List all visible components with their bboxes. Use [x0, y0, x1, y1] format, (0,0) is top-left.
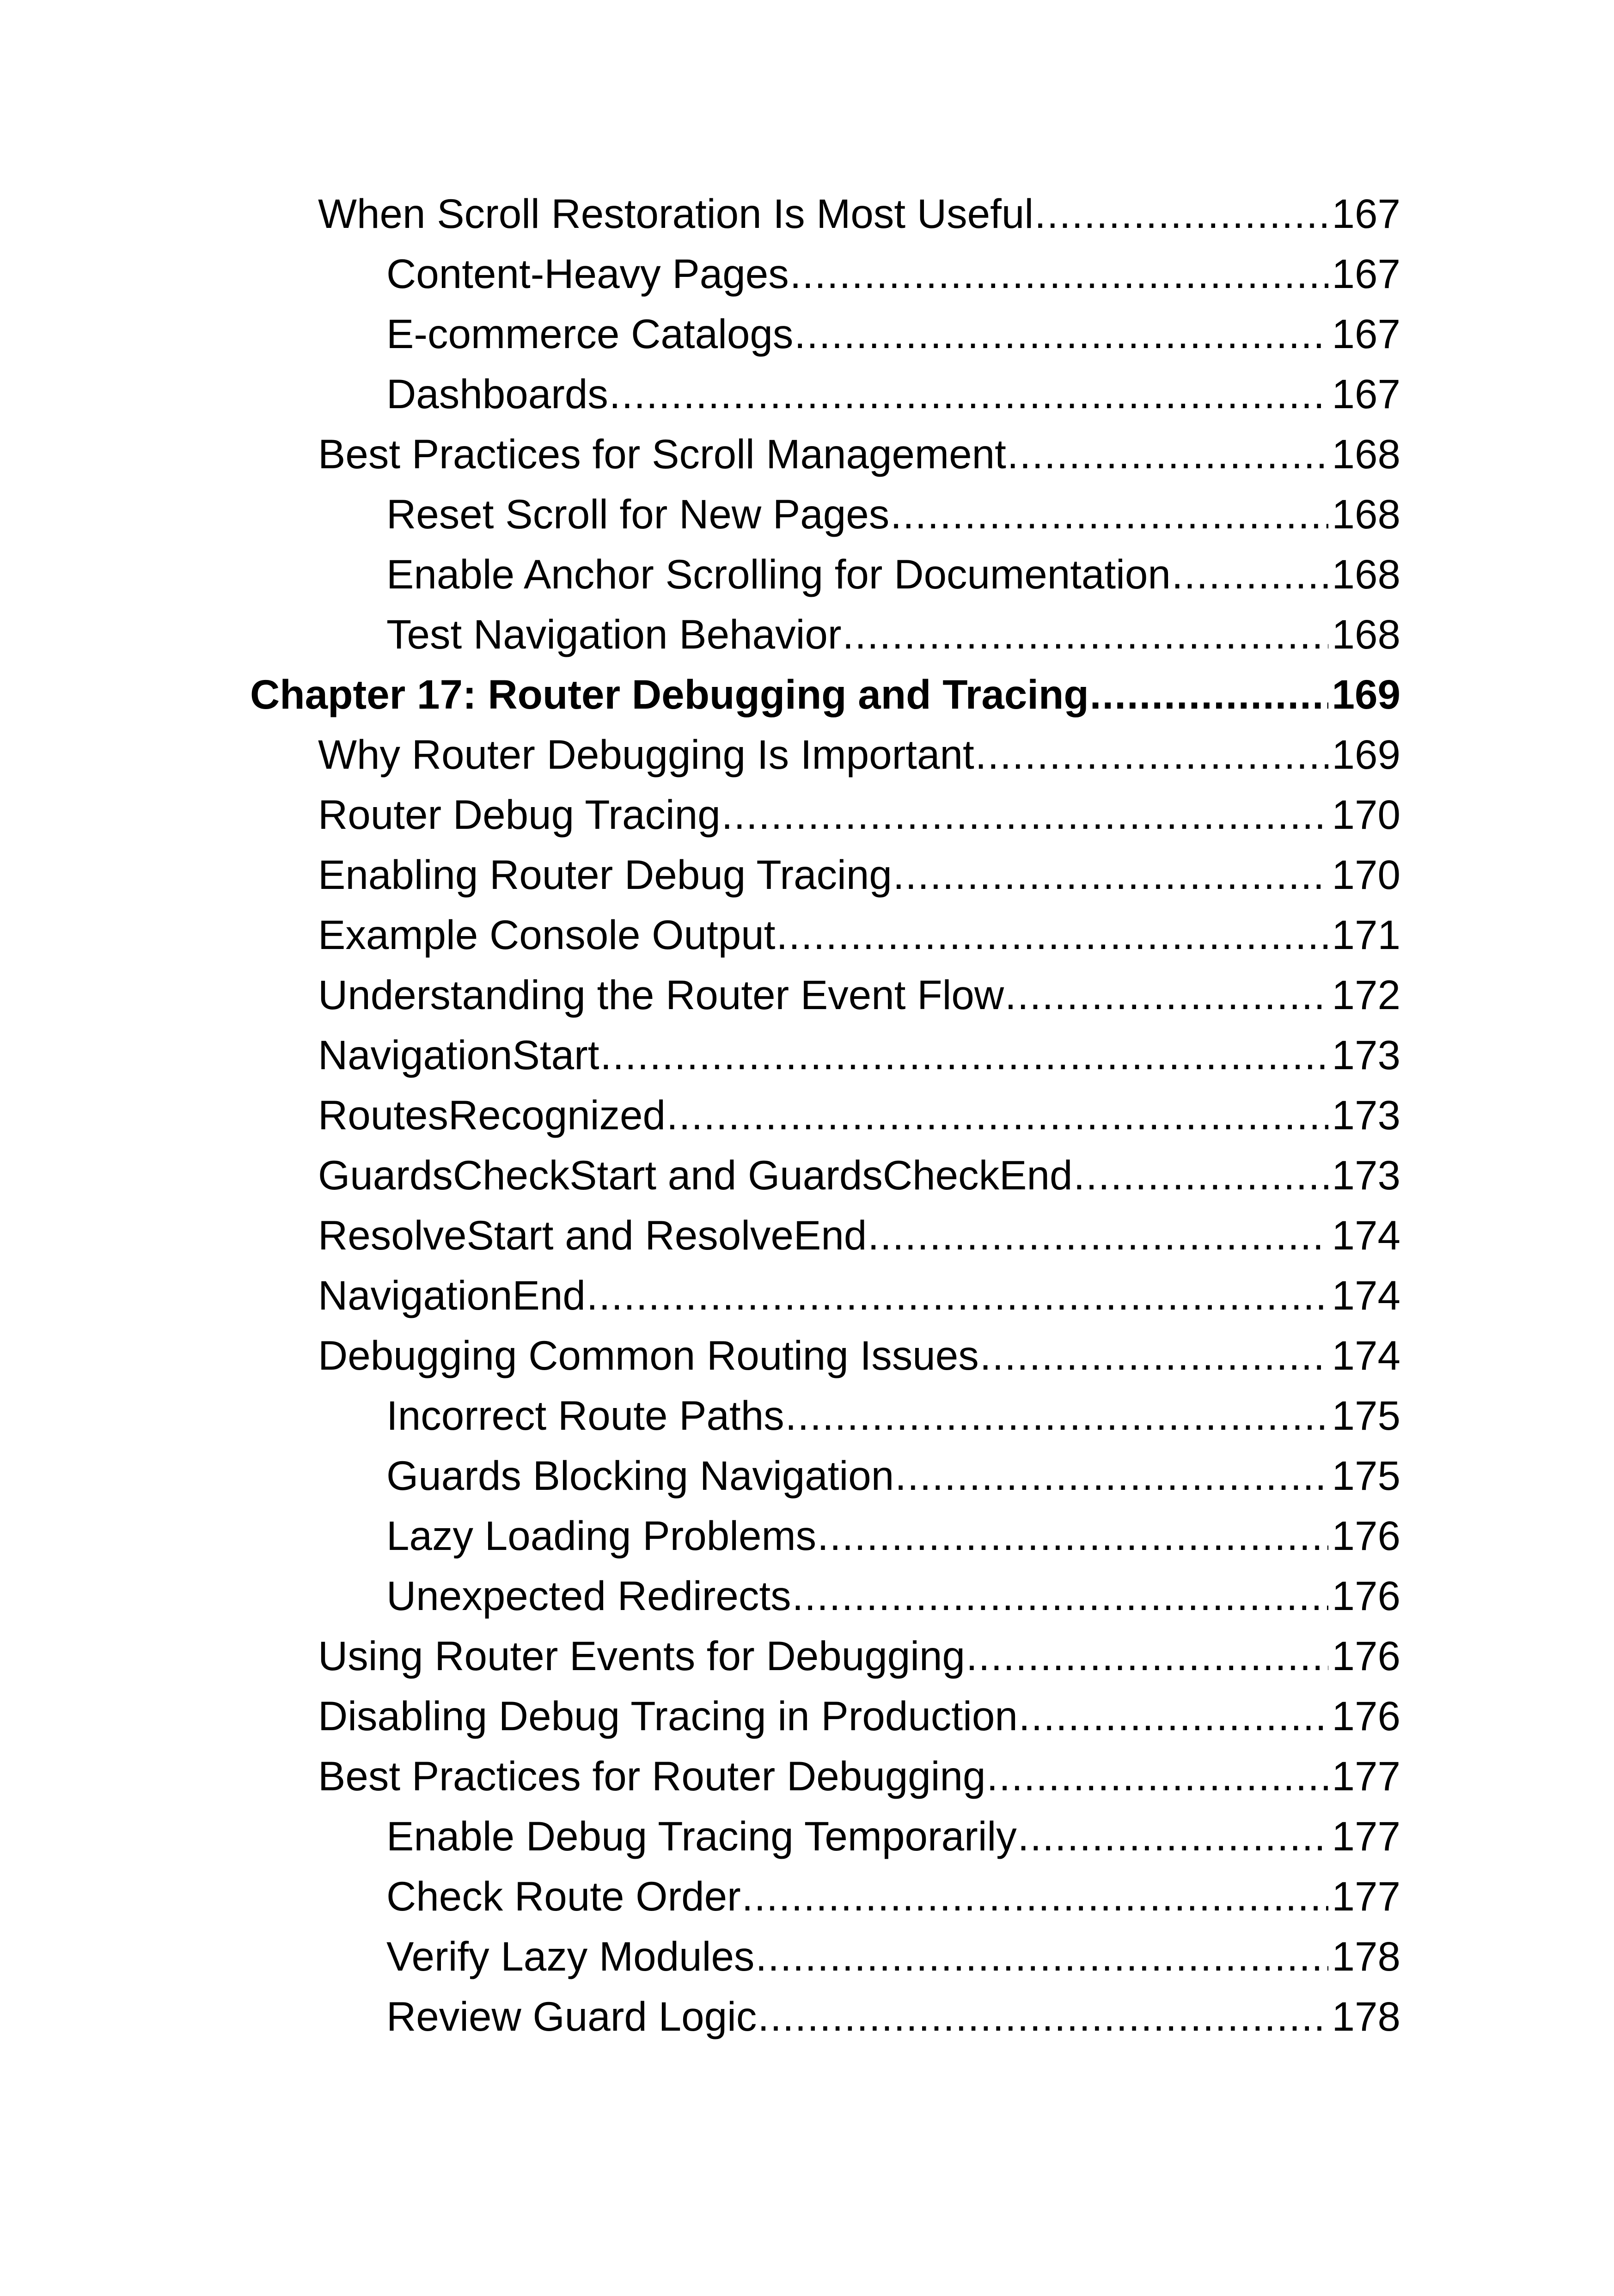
toc-entry-page: 177 [1332, 1753, 1400, 1799]
toc-entry-title: Example Console Output [318, 912, 776, 958]
toc-entry-page: 173 [1332, 1152, 1400, 1198]
dot-leader [790, 244, 1328, 304]
toc-entry[interactable] [318, 905, 1400, 965]
dot-leader [1090, 664, 1328, 724]
toc-entry-page: 176 [1332, 1633, 1400, 1679]
toc-entry-page: 168 [1332, 431, 1400, 477]
toc-entry[interactable] [318, 1325, 1400, 1385]
toc-entry[interactable] [386, 1445, 1400, 1506]
toc-entry-page: 174 [1332, 1212, 1400, 1258]
dot-leader [1018, 1806, 1328, 1866]
toc-entry[interactable] [318, 1686, 1400, 1746]
toc-entry-title: Reset Scroll for New Pages [386, 491, 890, 537]
toc-entry-page: 173 [1332, 1032, 1400, 1078]
toc-entry-page: 175 [1332, 1392, 1400, 1439]
dot-leader [587, 1265, 1328, 1325]
toc-entry[interactable] [386, 364, 1400, 424]
toc-entry-page: 174 [1332, 1332, 1400, 1378]
toc-entry[interactable] [386, 544, 1400, 604]
toc-entry[interactable] [318, 1746, 1400, 1806]
dot-leader [609, 364, 1328, 424]
toc-entry-title: RoutesRecognized [318, 1092, 666, 1138]
toc-entry-page: 168 [1332, 611, 1400, 657]
dot-leader [758, 1986, 1328, 2046]
toc-entry-page: 169 [1332, 671, 1400, 717]
toc-entry[interactable] [318, 424, 1400, 484]
toc-entry-page: 169 [1332, 731, 1400, 778]
toc-entry-page: 167 [1332, 251, 1400, 297]
toc-chapter-title: Chapter 17: Router Debugging and Tracing [250, 671, 1089, 717]
toc-entry-page: 177 [1332, 1813, 1400, 1859]
toc-entry-title: ResolveStart and ResolveEnd [318, 1212, 867, 1258]
toc-entry-page: 167 [1332, 311, 1400, 357]
toc-entry-title: Debugging Common Routing Issues [318, 1332, 979, 1378]
toc-entry[interactable] [386, 1986, 1400, 2046]
toc-entry-title: Review Guard Logic [386, 1993, 757, 2039]
toc-entry[interactable] [318, 845, 1400, 905]
dot-leader [1005, 965, 1328, 1025]
dot-leader [1019, 1686, 1328, 1746]
toc-entry[interactable] [318, 965, 1400, 1025]
toc-entry-page: 168 [1332, 491, 1400, 537]
dot-leader [842, 604, 1328, 664]
toc-entry[interactable] [318, 1265, 1400, 1325]
toc-entry-page: 167 [1332, 190, 1400, 237]
toc-entry[interactable] [318, 1626, 1400, 1686]
dot-leader [987, 1746, 1328, 1806]
toc-entry-title: Guards Blocking Navigation [386, 1452, 894, 1499]
toc-entry-title: Best Practices for Router Debugging [318, 1753, 986, 1799]
dot-leader [1074, 1145, 1328, 1205]
toc-entry-title: Understanding the Router Event Flow [318, 972, 1004, 1018]
toc-entry-page: 167 [1332, 371, 1400, 417]
toc-entry-title: Verify Lazy Modules [386, 1933, 755, 1979]
toc-entry[interactable] [386, 1506, 1400, 1566]
toc-entry-title: Lazy Loading Problems [386, 1512, 817, 1559]
toc-entry-page: 170 [1332, 851, 1400, 898]
dot-leader [966, 1626, 1328, 1686]
dot-leader [868, 1205, 1328, 1265]
toc-entry-page: 175 [1332, 1452, 1400, 1499]
toc-entry-title: Unexpected Redirects [386, 1573, 791, 1619]
toc-entry-title: Incorrect Route Paths [386, 1392, 784, 1439]
toc-entry-title: Using Router Events for Debugging [318, 1633, 966, 1679]
toc-entry-page: 178 [1332, 1993, 1400, 2039]
dot-leader [792, 1566, 1328, 1626]
dot-leader [794, 304, 1328, 364]
toc-entry-title: Why Router Debugging Is Important [318, 731, 974, 778]
toc-entry-title: NavigationStart [318, 1032, 599, 1078]
toc-entry[interactable] [386, 604, 1400, 664]
dot-leader [893, 845, 1328, 905]
toc-entry-page: 176 [1332, 1693, 1400, 1739]
toc-entry[interactable] [318, 1085, 1400, 1145]
dot-leader [776, 905, 1328, 965]
toc-entry-title: Enable Anchor Scrolling for Documentation [386, 551, 1171, 597]
dot-leader [755, 1926, 1328, 1986]
toc-entry-page: 168 [1332, 551, 1400, 597]
dot-leader [890, 484, 1328, 544]
toc-entry[interactable] [386, 1385, 1400, 1445]
toc-entry-title: E-commerce Catalogs [386, 311, 794, 357]
toc-entry-page: 176 [1332, 1573, 1400, 1619]
toc-entry-page: 172 [1332, 972, 1400, 1018]
dot-leader [1007, 424, 1328, 484]
toc-entry-page: 173 [1332, 1092, 1400, 1138]
toc-entry[interactable] [386, 1806, 1400, 1866]
dot-leader [721, 784, 1328, 845]
toc-entry-page: 178 [1332, 1933, 1400, 1979]
dot-leader [975, 724, 1328, 784]
toc-entry-title: Content-Heavy Pages [386, 251, 789, 297]
toc-entry[interactable] [386, 244, 1400, 304]
toc-entry-title: Enable Debug Tracing Temporarily [386, 1813, 1017, 1859]
toc-entry-title: NavigationEnd [318, 1272, 586, 1318]
toc-entry[interactable] [318, 1205, 1400, 1265]
dot-leader [666, 1085, 1328, 1145]
toc-entry-title: Disabling Debug Tracing in Production [318, 1693, 1018, 1739]
toc-entry-page: 170 [1332, 791, 1400, 838]
dot-leader [785, 1385, 1328, 1445]
toc-entry-title: Test Navigation Behavior [386, 611, 842, 657]
toc-entry-title: Best Practices for Scroll Management [318, 431, 1006, 477]
toc-entry[interactable] [318, 724, 1400, 784]
dot-leader [742, 1866, 1328, 1926]
toc-entry-page: 176 [1332, 1512, 1400, 1559]
toc-entry[interactable] [318, 1025, 1400, 1085]
toc-entry-title: Enabling Router Debug Tracing [318, 851, 892, 898]
toc-entry[interactable] [386, 1926, 1400, 1986]
toc-entry-title: Check Route Order [386, 1873, 741, 1919]
toc-entry-page: 177 [1332, 1873, 1400, 1919]
toc-entry-title: GuardsCheckStart and GuardsCheckEnd [318, 1152, 1073, 1198]
toc-chapter-entry[interactable] [250, 664, 1400, 724]
dot-leader [817, 1506, 1328, 1566]
toc-entry[interactable] [386, 304, 1400, 364]
dot-leader [1034, 184, 1328, 244]
dot-leader [600, 1025, 1329, 1085]
toc-entry[interactable] [386, 1866, 1400, 1926]
toc-entry[interactable] [318, 184, 1400, 244]
toc-entry-title: When Scroll Restoration Is Most Useful [318, 190, 1034, 237]
toc-entry-title: Router Debug Tracing [318, 791, 721, 838]
toc-entry[interactable] [386, 1566, 1400, 1626]
dot-leader [1172, 544, 1328, 604]
toc-entry[interactable] [318, 1145, 1400, 1205]
toc-entry-page: 174 [1332, 1272, 1400, 1318]
toc-entry[interactable] [318, 784, 1400, 845]
dot-leader [980, 1325, 1328, 1385]
toc-entry[interactable] [386, 484, 1400, 544]
toc-entry-page: 171 [1332, 912, 1400, 958]
dot-leader [895, 1445, 1328, 1506]
toc-entry-title: Dashboards [386, 371, 608, 417]
